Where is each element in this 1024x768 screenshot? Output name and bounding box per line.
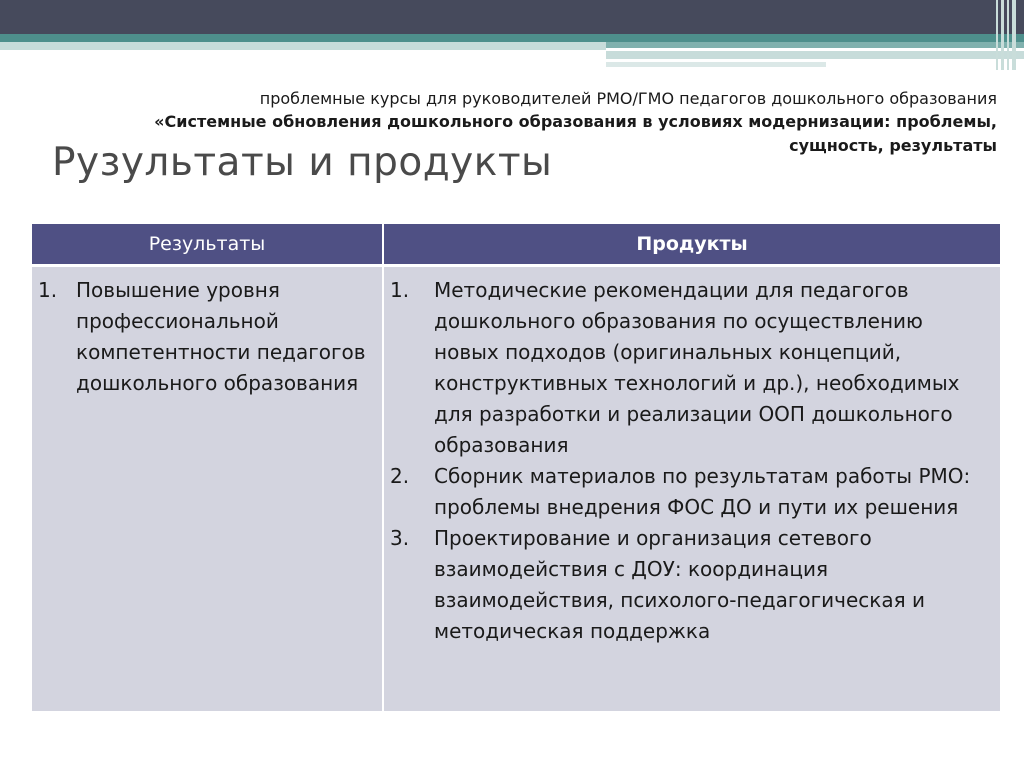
list-item-number: 3. (390, 526, 410, 550)
list-item-number: 1. (38, 278, 58, 302)
list-item-number: 2. (390, 464, 410, 488)
list-item (38, 275, 374, 399)
pale-accent-line-short (606, 62, 826, 67)
teal-accent-line-right (606, 42, 1024, 48)
list-item-text: Сборник материалов по результатам работы РМО: проблемы внедрения ФОС ДО и пути их решения (434, 464, 971, 519)
results-cell (32, 266, 383, 712)
course-subtitle: проблемные курсы для руководителей РМО/ГМО педагогов дошкольного образования (259, 89, 997, 108)
top-banner (0, 0, 1024, 34)
list-item-text: Методические рекомендации для педагогов дошкольного образования по осуществлению новых подходов (оригинальных концепций, конструктивных технологий и др.), необходимых для разработки и реализации ООП дошкольного образования (434, 278, 960, 457)
column-header-products: Продукты (383, 224, 1000, 266)
list-item (390, 461, 992, 523)
list-item (390, 523, 992, 647)
column-header-results: Результаты (32, 224, 383, 266)
corner-stripes (992, 0, 1024, 70)
pale-accent-line-right (606, 51, 1024, 59)
course-topic-line-1: «Системные обновления дошкольного образования в условиях модернизации: проблемы, (154, 112, 997, 131)
list-item-text: Проектирование и организация сетевого взаимодействия с ДОУ: координация взаимодействия, психолого-педагогическая и методическая поддержка (434, 526, 925, 643)
products-cell (383, 266, 1000, 712)
course-topic-line-2: сущность, результаты (789, 136, 997, 155)
list-item-number: 1. (390, 278, 410, 302)
teal-accent-line (0, 34, 1024, 42)
pale-accent-line (0, 42, 606, 50)
results-products-table (32, 224, 1000, 711)
table-row (32, 266, 1000, 712)
table-header-row (32, 224, 1000, 266)
list-item-text: Повышение уровня профессиональной компетентности педагогов дошкольного образования (76, 278, 366, 395)
products-list (390, 275, 992, 647)
results-list (38, 275, 374, 399)
list-item (390, 275, 992, 461)
page-title: Рузультаты и продукты (52, 140, 553, 185)
